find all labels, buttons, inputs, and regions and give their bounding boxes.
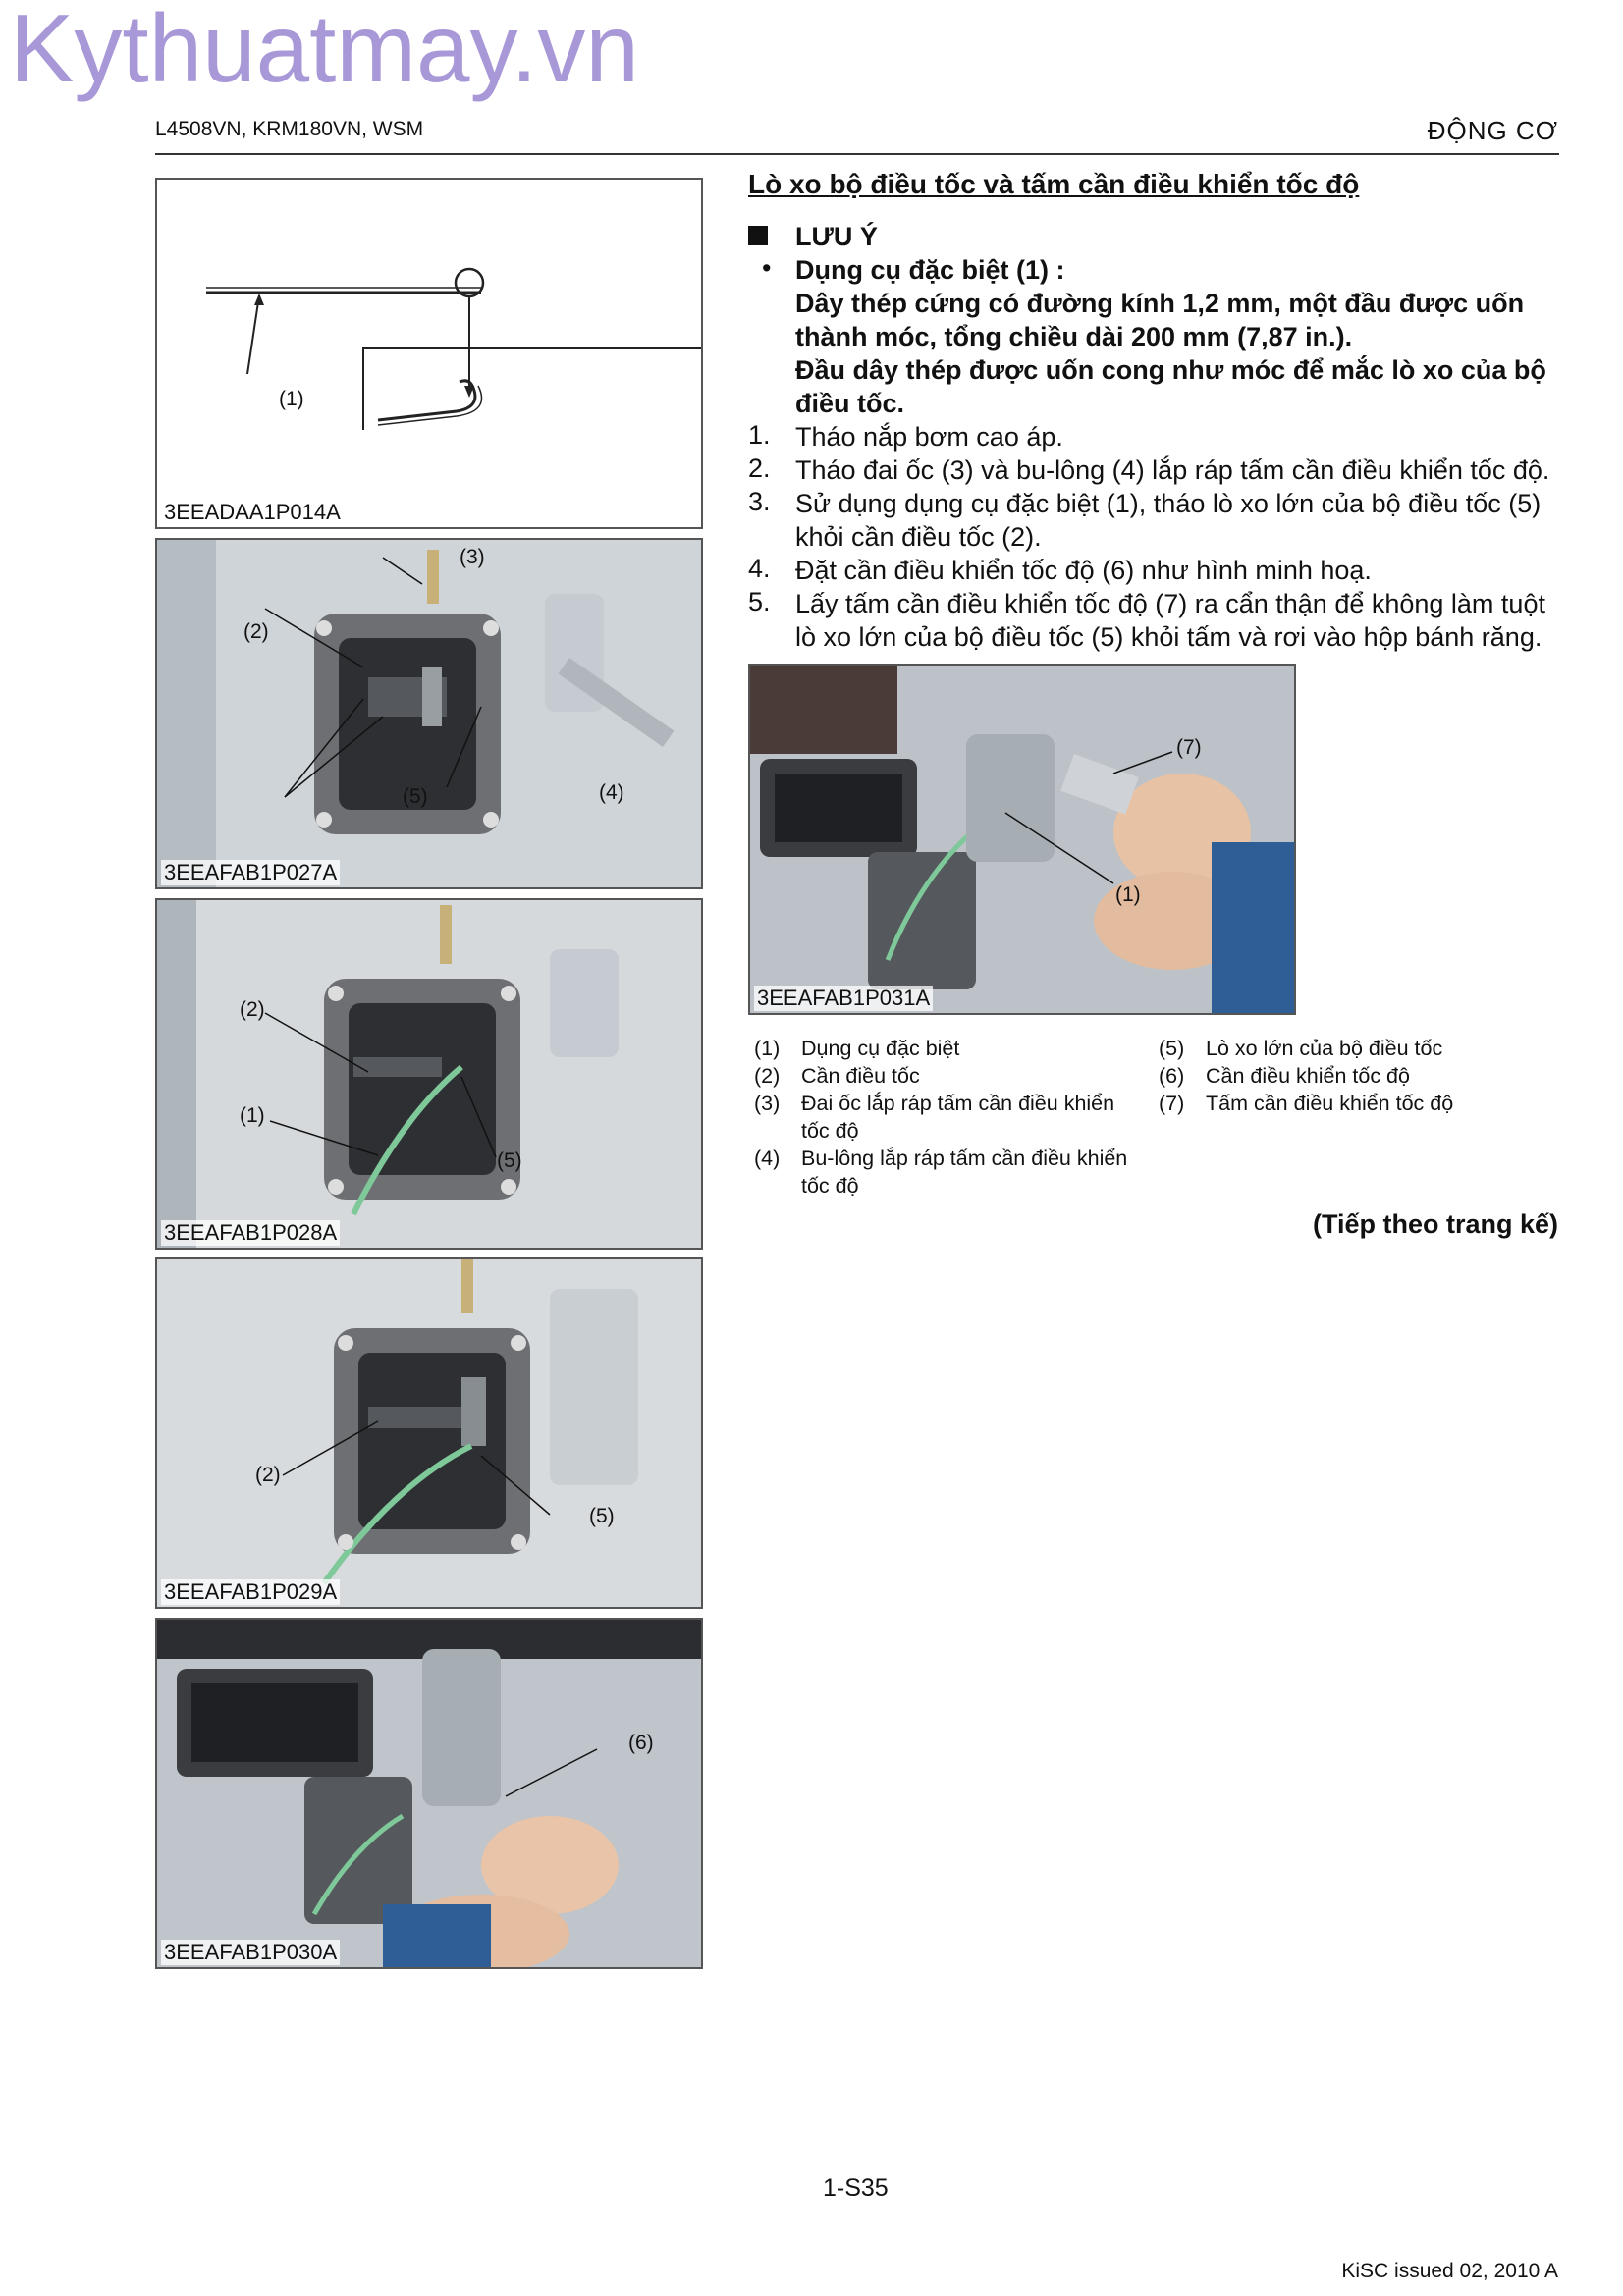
legend-text: Bu-lông lắp ráp tấm cần điều khiển tốc độ: [801, 1147, 1128, 1198]
legend-number: (3): [754, 1092, 781, 1115]
legend-item: [754, 1035, 1147, 1062]
note-line: điều tốc.: [795, 389, 905, 418]
note-line: Đầu dây thép được uốn cong như móc để mắc lò xo của bộ: [795, 355, 1546, 385]
legend-number: (6): [1159, 1064, 1185, 1088]
callout-1: (1): [240, 1104, 265, 1127]
callout-3: (3): [460, 546, 485, 568]
engine-photo: [157, 1259, 701, 1607]
legend-text: Lò xo lớn của bộ điều tốc: [1206, 1037, 1443, 1060]
figure-special-tool-drawing: [155, 178, 703, 529]
legend-text: Cần điều khiển tốc độ: [1206, 1064, 1410, 1088]
engine-photo: [157, 1620, 701, 1967]
legend-number: (1): [754, 1037, 781, 1060]
note-line: Dụng cụ đặc biệt (1) :: [795, 255, 1065, 285]
callout-2: (2): [255, 1464, 281, 1486]
callout-2: (2): [240, 998, 265, 1021]
figure-photo-special-tool-insert: [155, 898, 703, 1250]
legend-item: [754, 1062, 1147, 1090]
callout-2: (2): [243, 620, 269, 643]
figure-code: 3EEADAA1P014A: [161, 500, 344, 525]
legend-number: (2): [754, 1064, 781, 1088]
step-number: 3.: [748, 487, 771, 516]
section-title: Lò xo bộ điều tốc và tấm cần điều khiển tốc độ: [748, 169, 1360, 199]
step-number: 2.: [748, 454, 771, 483]
callout-5: (5): [403, 785, 428, 808]
figure-photo-remove-speed-plate: [748, 664, 1296, 1015]
special-tool-illustration: [157, 180, 701, 527]
legend-item: [754, 1090, 1147, 1145]
continued-note: (Tiếp theo trang kế): [1312, 1209, 1558, 1239]
legend-text: Tấm cần điều khiển tốc độ: [1206, 1092, 1454, 1115]
step-number: 4.: [748, 554, 771, 583]
legend-number: (7): [1159, 1092, 1185, 1115]
figure-photo-spring-removed: [155, 1257, 703, 1609]
figure-code: 3EEAFAB1P031A: [754, 986, 933, 1011]
step-text: khỏi cần điều tốc (2).: [795, 522, 1042, 552]
callout-5: (5): [497, 1149, 522, 1172]
legend-text: Cần điều tốc: [801, 1064, 920, 1088]
step-text: Tháo đai ốc (3) và bu-lông (4) lắp ráp tấm cần điều khiển tốc độ.: [795, 455, 1550, 485]
legend-item: [1159, 1035, 1561, 1062]
legend-item: [1159, 1062, 1561, 1090]
callout-7: (7): [1176, 736, 1202, 759]
legend-number: (4): [754, 1147, 781, 1170]
legend-item: [1159, 1090, 1561, 1117]
legend-item: [754, 1145, 1147, 1200]
legend-text: Đai ốc lắp ráp tấm cần điều khiển tốc độ: [801, 1092, 1115, 1143]
note-title: LƯU Ý: [795, 222, 878, 251]
legend-number: (5): [1159, 1037, 1185, 1060]
figure-code: 3EEAFAB1P028A: [161, 1220, 340, 1246]
callout-4: (4): [599, 781, 624, 804]
watermark: Kythuatmay.vn: [10, 0, 639, 102]
figure-photo-set-speed-lever: [155, 1618, 703, 1969]
callout-1: (1): [1115, 883, 1141, 906]
note-line: thành móc, tổng chiều dài 200 mm (7,87 in.).: [795, 322, 1353, 351]
step-text: Sử dụng dụng cụ đặc biệt (1), tháo lò xo lớn của bộ điều tốc (5): [795, 489, 1542, 518]
engine-photo: [750, 666, 1294, 1013]
step-text: Đặt cần điều khiển tốc độ (6) như hình minh hoạ.: [795, 556, 1372, 585]
step-text: lò xo lớn của bộ điều tốc (5) khỏi tấm và rơi vào hộp bánh răng.: [795, 622, 1542, 652]
header-rule: [155, 153, 1559, 155]
header-section-name: ĐỘNG CƠ: [1427, 116, 1558, 145]
footer-issue: KiSC issued 02, 2010 A: [1341, 2260, 1558, 2282]
figure-code: 3EEAFAB1P027A: [161, 860, 340, 885]
callout-6: (6): [628, 1732, 654, 1754]
header-model-list: L4508VN, KRM180VN, WSM: [155, 118, 424, 140]
figure-code: 3EEAFAB1P030A: [161, 1940, 340, 1965]
note-square-icon: [748, 226, 768, 245]
bullet-icon: •: [762, 253, 772, 283]
step-number: 1.: [748, 420, 771, 450]
note-line: Dây thép cứng có đường kính 1,2 mm, một đầu được uốn: [795, 289, 1525, 318]
figure-photo-cover-removed: [155, 538, 703, 889]
legend-text: Dụng cụ đặc biệt: [801, 1037, 960, 1060]
step-text: Tháo nắp bơm cao áp.: [795, 422, 1063, 452]
figure-code: 3EEAFAB1P029A: [161, 1579, 340, 1605]
engine-photo: [157, 540, 701, 887]
engine-photo: [157, 900, 701, 1248]
step-number: 5.: [748, 587, 771, 616]
callout-5: (5): [589, 1505, 615, 1527]
page-number: 1-S35: [823, 2174, 889, 2202]
step-text: Lấy tấm cần điều khiển tốc độ (7) ra cẩn thận để không làm tuột: [795, 589, 1545, 618]
callout-1: (1): [279, 388, 304, 410]
